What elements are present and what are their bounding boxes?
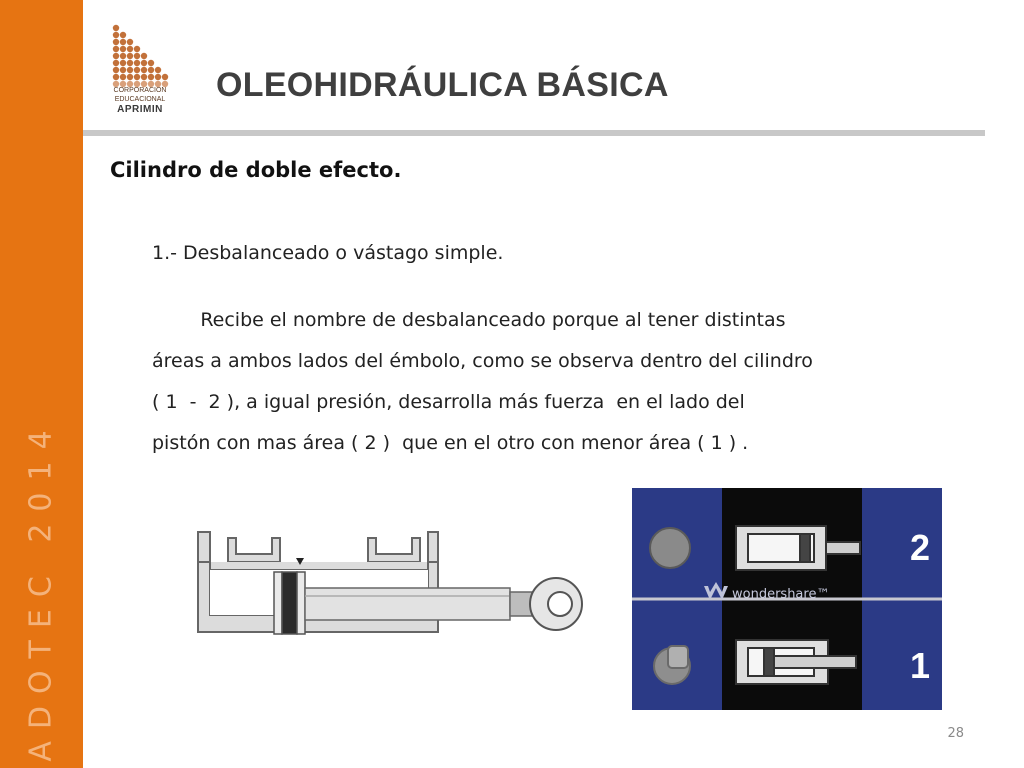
piston-rod	[305, 588, 532, 620]
sidebar-label: ADOTEC 2014	[23, 418, 59, 762]
logo-text-line1: CORPORACION	[113, 87, 167, 94]
title-divider	[83, 130, 985, 136]
piston	[274, 572, 305, 634]
logo-text-line2: EDUCACIONAL	[114, 96, 166, 103]
paragraph-line: Recibe el nombre de desbalanceado porque al tener distintas	[152, 309, 786, 331]
cylinder-comparison-image	[632, 488, 942, 710]
section-heading: Cilindro de doble efecto.	[110, 158, 402, 182]
logo-brand-name: APRIMIN	[117, 104, 163, 115]
cylinder-diagram	[190, 520, 590, 650]
label-bottom: 1	[909, 645, 931, 686]
label-top: 2	[909, 527, 931, 568]
paragraph-line: pistón con mas área ( 2 ) que en el otro con menor área ( 1 ) .	[152, 432, 749, 454]
page-title: OLEOHIDRÁULICA BÁSICA	[216, 66, 669, 104]
list-item-1: 1.- Desbalanceado o vástago simple.	[152, 242, 504, 264]
body-paragraph	[152, 300, 942, 464]
page-number: 28	[947, 726, 964, 741]
paragraph-line: ( 1 - 2 ), a igual presión, desarrolla más fuerza en el lado del	[152, 391, 745, 413]
watermark-text: wondershare™	[732, 587, 830, 602]
sidebar	[0, 0, 83, 768]
paragraph-line: áreas a ambos lados del émbolo, como se observa dentro del cilindro	[152, 350, 813, 372]
port-indicator-top	[650, 528, 690, 568]
rod-eye	[530, 578, 582, 630]
